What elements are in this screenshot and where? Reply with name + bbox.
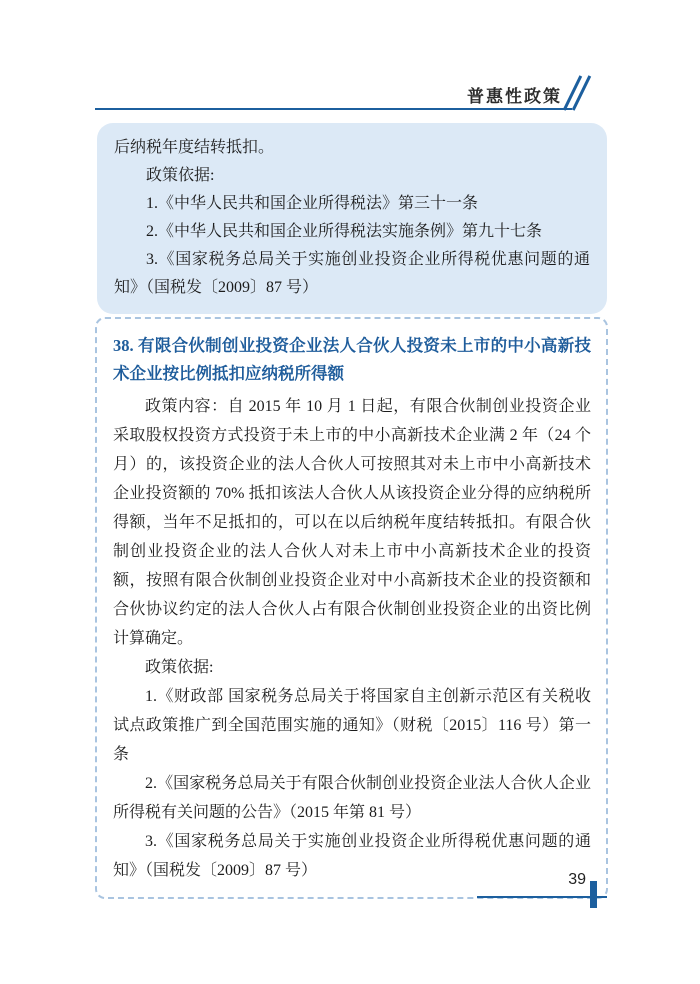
basis-label: 政策依据:	[145, 659, 214, 676]
policy-box-38	[95, 317, 608, 899]
basis-item: 3.《国家税务总局关于实施创业投资企业所得税优惠问题的通知》（国税发〔2009〕87 号）	[113, 833, 591, 879]
basis-item: 2.《国家税务总局关于有限合伙制创业投资企业法人合伙人企业所得税有关问题的公告》（2015 年第 81 号）	[113, 775, 591, 821]
double-slash-icon	[572, 75, 591, 110]
page-number: 39	[568, 871, 586, 888]
basis-item: 1.《财政部 国家税务总局关于将国家自主创新示范区有关税收试点政策推广到全国范围实施的通知》（财税〔2015〕116 号）第一条	[113, 688, 591, 763]
policy-box-continued	[97, 123, 607, 314]
basis-item: 2.《中华人民共和国企业所得税法实施条例》第九十七条	[146, 223, 543, 240]
policy-content: 政策内容：自 2015 年 10 月 1 日起，有限合伙制创业投资企业采取股权投资方式投资于未上市的中小高新技术企业满 2 年（24 个月）的，该投资企业的法人合伙人可按照其对未上市中小高新技术企业投资额的 70% 抵扣该法人合伙人从该投资企业分得的应纳税所得额，当年不足抵扣的，可以在以后纳税年度结转抵扣。有限合伙制创业投资企业的法人合伙人对未上市中小高新技术企业的投资额，按照有限合伙制创业投资企业对中小高新技术企业的投资额和合伙协议约定的法人合伙人占有限合伙制创业投资企业的出资比例计算确定。	[113, 398, 591, 647]
basis-item: 1.《中华人民共和国企业所得税法》第三十一条	[146, 195, 479, 212]
policy-paragraph: 后纳税年度结转抵扣。	[114, 139, 275, 156]
basis-item: 3.《国家税务总局关于实施创业投资企业所得税优惠问题的通知》（国税发〔2009〕87 号）	[114, 251, 590, 296]
footer-rule	[477, 896, 607, 898]
page-header-label: 普惠性政策	[467, 87, 562, 106]
header-rule	[95, 108, 572, 110]
basis-label: 政策依据:	[146, 167, 215, 184]
footer-bar-icon	[590, 881, 597, 908]
policy-title: 38. 有限合伙制创业投资企业法人合伙人投资未上市的中小高新技术企业按比例抵扣应纳税所得额	[113, 336, 591, 383]
